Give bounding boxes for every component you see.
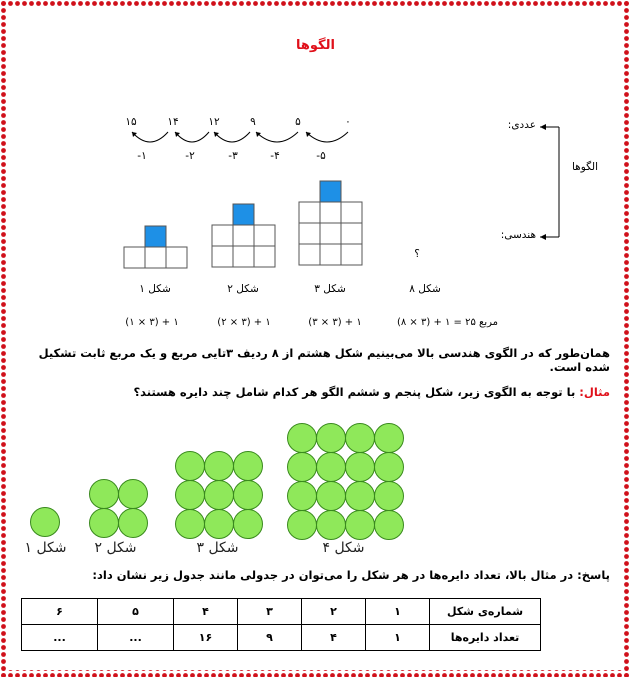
number-9: ۹: [250, 116, 256, 128]
shape-1: [124, 226, 187, 268]
number-5: ۵: [295, 116, 301, 128]
row-header: تعداد دایره‌ها: [430, 625, 541, 651]
diff-3: -۳: [228, 150, 238, 162]
geometric-label: هندسی:: [500, 229, 536, 241]
shape-label-8: شکل ۸: [409, 283, 441, 295]
row-header: شماره‌ی شکل: [430, 599, 541, 625]
example-question: [24, 385, 610, 399]
number-12: ۱۲: [208, 116, 220, 128]
bracket-arrow-bottom: [540, 234, 546, 240]
formula-3: ۱ + (۳ × ۳): [308, 317, 362, 328]
circle-shape-4: [288, 424, 404, 540]
table-row: ۶ ۵ ۴ ۳ ۲ ۱ شماره‌ی شکل: [22, 599, 541, 625]
arc-1: [306, 132, 348, 142]
formula-1: ۱ + (۳ × ۱): [125, 317, 179, 328]
circle-label-1: شکل ۱: [24, 540, 67, 556]
circle-shape-1: [31, 508, 60, 537]
bracket-arrow-top: [540, 124, 546, 130]
question-mark: ؟: [414, 248, 420, 260]
answer-text: پاسخ: در مثال بالا، تعداد دایره‌ها در هر شکل را می‌توان در جدولی مانند جدول زیر نشان داد:: [92, 568, 610, 582]
arc-4: [175, 132, 209, 142]
page-title: الگوها: [296, 38, 335, 53]
arc-3: [214, 132, 250, 142]
table-row: ... ... ۱۶ ۹ ۴ ۱ تعداد دایره‌ها: [22, 625, 541, 651]
formula-2: ۱ + (۳ × ۲): [217, 317, 271, 328]
numeric-label: عددی:: [507, 119, 536, 131]
number-15: ۱۵: [125, 116, 137, 128]
circle-shape-2: [90, 480, 148, 538]
diff-5: -۱: [137, 150, 147, 162]
formula-8: مربع ۲۵ = ۱ + (۳ × ۸): [396, 317, 499, 328]
patterns-side-label: الگوها: [571, 161, 599, 173]
circles-table: [21, 598, 541, 651]
circle-label-3: شکل ۳: [196, 540, 239, 556]
diff-2: -۴: [270, 150, 280, 162]
shape-label-3: شکل ۳: [314, 283, 346, 295]
example-label: مثال:: [579, 385, 610, 399]
shape-label-2: شکل ۲: [227, 283, 259, 295]
circles-diagram: [0, 410, 631, 540]
number-14: ۱۴: [167, 116, 179, 128]
diff-1: -۵: [316, 150, 326, 162]
paragraph-explanation: همان‌طور که در الگوی هندسی بالا می‌بینیم شکل هشتم از ۸ ردیف ۳تایی مربع و یک مربع ثابت تشکیل شده است.: [38, 346, 610, 374]
shape-3: [299, 181, 362, 265]
shape-2: [212, 204, 275, 267]
number-0: ۰: [345, 116, 351, 128]
arc-5: [132, 132, 168, 142]
example-text: با توجه به الگوی زیر، شکل پنجم و ششم الگو هر کدام شامل چند دایره هستند؟: [133, 385, 580, 399]
diff-4: -۲: [185, 150, 195, 162]
arc-2: [256, 132, 298, 142]
circle-label-4: شکل ۴: [322, 540, 365, 556]
circle-shape-3: [176, 452, 263, 539]
circle-label-2: شکل ۲: [94, 540, 137, 556]
shape-label-1: شکل ۱: [139, 283, 171, 295]
